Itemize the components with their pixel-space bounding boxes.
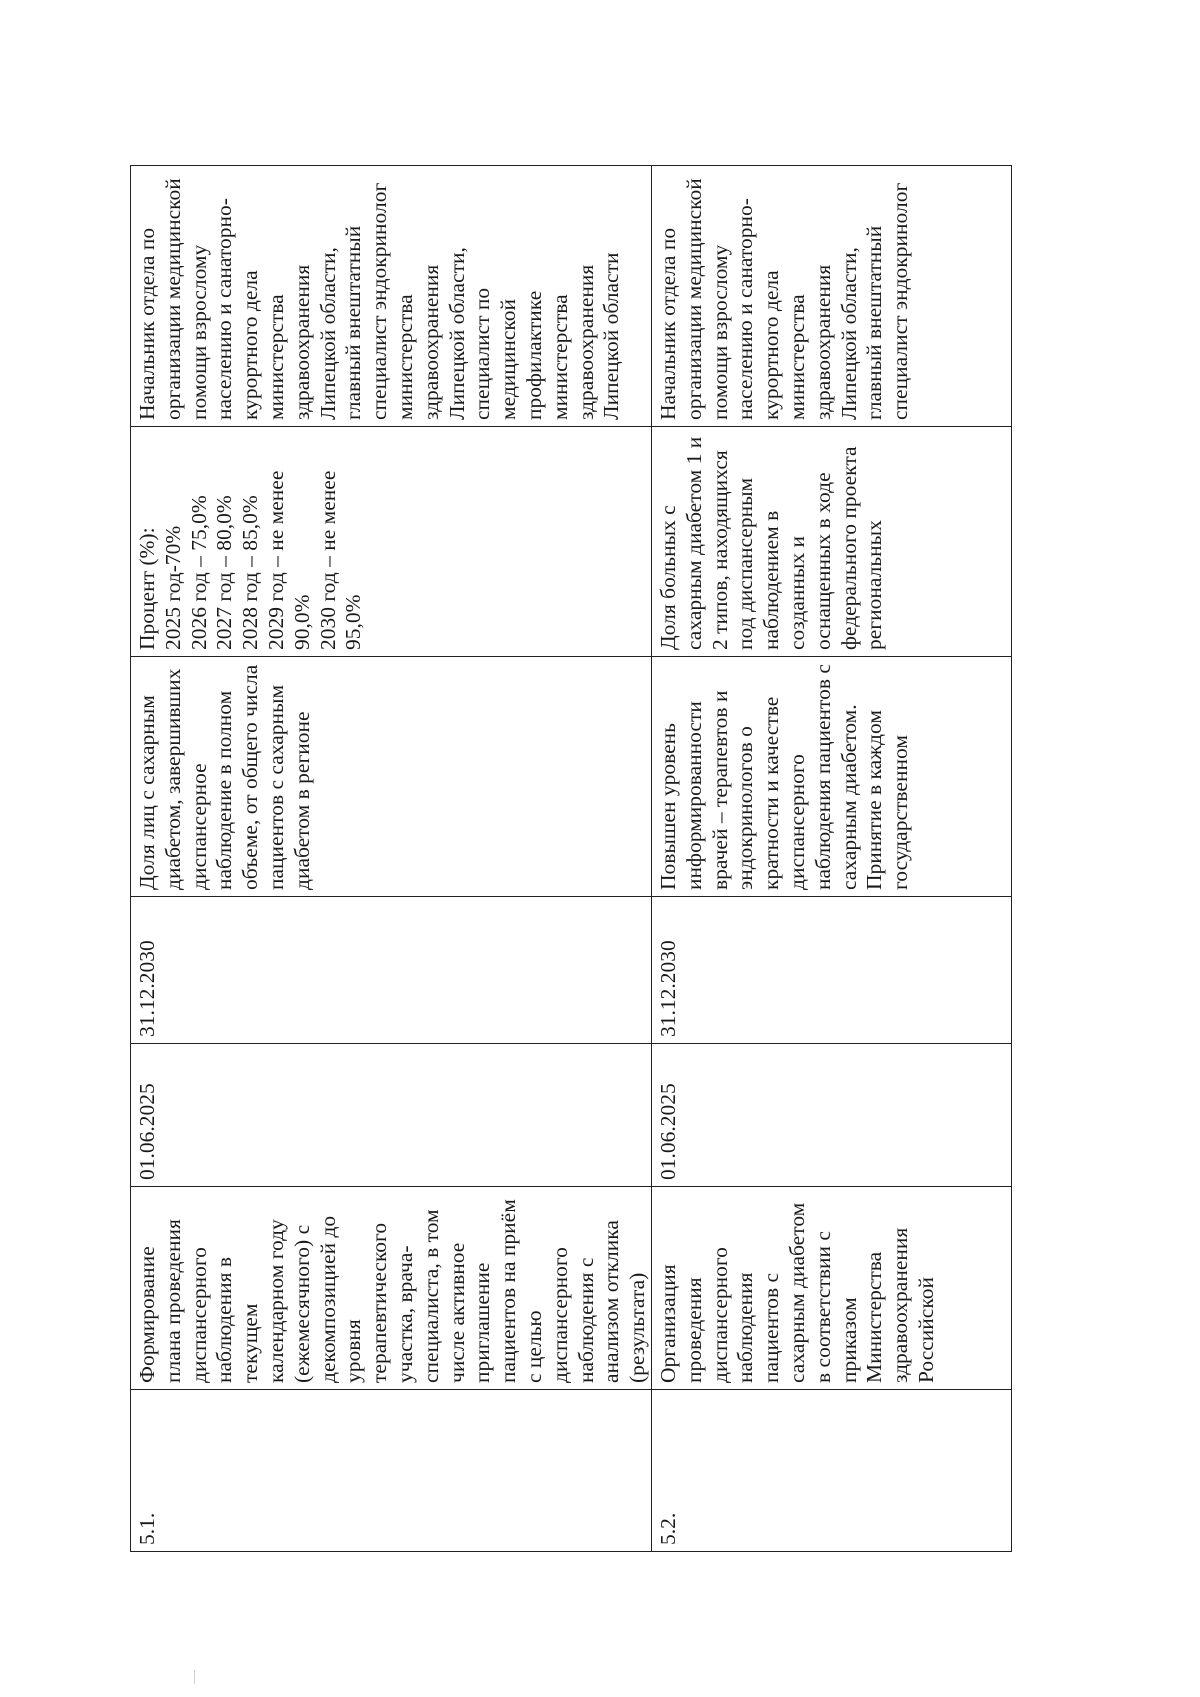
rotated-table-page: [130, 166, 975, 1552]
start-date-cell: 01.06.2025: [131, 1044, 652, 1187]
scan-mark: [194, 1670, 195, 1684]
end-date-cell: 31.12.2030: [651, 897, 1011, 1044]
row-number: 5.2.: [651, 1390, 1011, 1552]
indicator-cell: Доля больных с сахарным диабетом 1 и 2 типов, находящихся под диспансерным наблюдением в созданных и оснащенных в ходе федерального проекта региональных: [651, 427, 1011, 657]
table-row: [131, 166, 652, 1552]
result-cell: Доля лиц с сахарным диабетом, завершивших диспансерное наблюдение в полном объеме, от общего числа пациентов с сахарным диабетом в регионе: [131, 657, 652, 897]
end-date-cell: 31.12.2030: [131, 897, 652, 1044]
plan-table: [130, 165, 1012, 1552]
responsible-cell: Начальник отдела по организации медицинской помощи взрослому населению и санаторно-курортного дела министерства здравоохранения Липецкой области, главный внештатный специалист эндокринолог: [651, 166, 1011, 427]
start-date-cell: 01.06.2025: [651, 1044, 1011, 1187]
result-cell: Повышен уровень информированности врачей – терапевтов и эндокринологов о кратности и качестве диспансерного наблюдения пациентов с сахарным диабетом. Принятие в каждом государственном: [651, 657, 1011, 897]
event-cell: Организация проведения диспансерного наблюдения пациентов с сахарным диабетом в соответствии с приказом Министерства здравоохранения Российской: [651, 1187, 1011, 1390]
row-number: 5.1.: [131, 1390, 652, 1552]
event-cell: Формирование плана проведения диспансерного наблюдения в текущем календарном году (ежемесячного) с декомпозицией до уровня терапевтического участка, врача-специалиста, в том числе активное приглашение пациентов на приём с целью диспансерного наблюдения с анализом отклика (результата): [131, 1187, 652, 1390]
responsible-cell: Начальник отдела по организации медицинской помощи взрослому населению и санаторно-курортного дела министерства здравоохранения Липецкой области, главный внештатный специалист эндокринолог министерства здравоохранения Липецкой области, специалист по медицинской профилактике министерства здравоохранения Липецкой области: [131, 166, 652, 427]
indicator-cell: Процент (%): 2025 год-70% 2026 год – 75,0% 2027 год – 80,0% 2028 год – 85,0% 2029 год – не менее 90,0% 2030 год – не менее 95,0%: [131, 427, 652, 657]
table-row: [651, 166, 1011, 1552]
